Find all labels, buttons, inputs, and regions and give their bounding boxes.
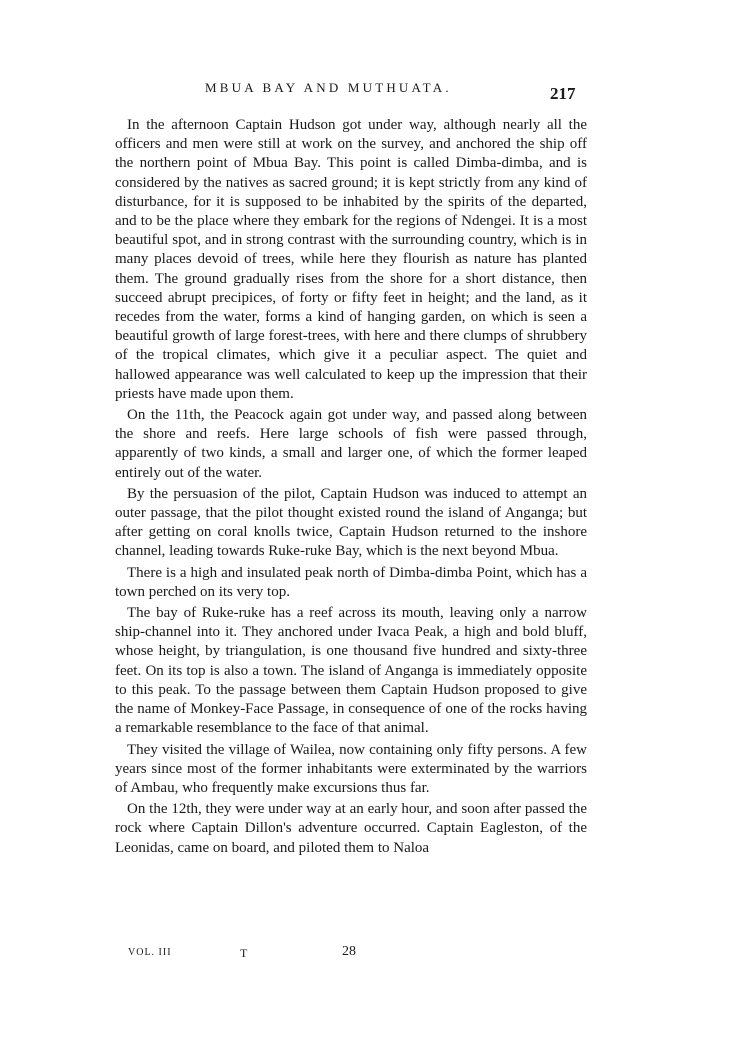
signature-mark: T (240, 946, 248, 960)
sheet-number: 28 (342, 944, 356, 959)
running-head-title: MBUA BAY AND MUTHUATA. (205, 80, 452, 95)
body-text (115, 116, 587, 860)
paragraph: There is a high and insulated peak north of Dimba-dimba Point, which has a town perched on its very top. (115, 564, 587, 600)
paragraph: By the persuasion of the pilot, Captain Hudson was induced to attempt an outer passage, that the pilot thought existed round the island of Anganga; but after getting on coral knolls twice, Captain Hudson returned to the inshore channel, leading towards Ruke-ruke Bay, which is the next beyond Mbua. (115, 485, 587, 560)
paragraph: In the afternoon Captain Hudson got under way, although nearly all the officers and men were still at work on the survey, and anchored the ship off the northern point of Mbua Bay. This point is called Dimba-dimba, and is considered by the natives as sacred ground; it is kept strictly from any kind of disturbance, for it is supposed to be inhabited by the spirits of the departed, and to be the place where they embark for the regions of Ndengei. It is a most beautiful spot, and in strong contrast with the surrounding country, which is in many places devoid of trees, while here they flourish as nature has planted them. The ground gradually rises from the shore for a short distance, then succeed abrupt precipices, of forty or fifty feet in height; and the land, as it recedes from the water, forms a kind of hanging garden, on which is seen a beautiful growth of large forest-trees, with here and there clumps of shrubbery of the tropical climates, which give it a peculiar aspect. The quiet and hallowed appearance was well calculated to keep up the impression that their priests have made upon them. (115, 117, 587, 402)
paragraph: The bay of Ruke-ruke has a reef across its mouth, leaving only a narrow ship-channel into it. They anchored under Ivaca Peak, a high and bold bluff, whose height, by triangulation, is one thousand five hundred and sixty-three feet. On its top is also a town. The island of Anganga is immediately opposite to this peak. To the passage between them Captain Hudson proposed to give the name of Monkey-Face Passage, in consequence of one of the rocks having a remarkable resemblance to the face of that animal. (115, 605, 587, 737)
volume-label: VOL. III (128, 947, 172, 958)
page-number: 217 (550, 84, 576, 103)
page-footer (0, 944, 750, 964)
paragraph: They visited the village of Wailea, now containing only fifty persons. A few years since most of the former inhabitants were exterminated by the warriors of Ambau, who frequently make excursions thus far. (115, 741, 587, 796)
paragraph: On the 11th, the Peacock again got under way, and passed along between the shore and reefs. Here large schools of fish were passed through, apparently of two kinds, a small and larger one, of which the former leaped entirely out of the water. (115, 407, 587, 481)
paragraph: On the 12th, they were under way at an early hour, and soon after passed the rock where Captain Dillon's adventure occurred. Captain Eagleston, of the Leonidas, came on board, and piloted them to Naloa (115, 801, 587, 856)
